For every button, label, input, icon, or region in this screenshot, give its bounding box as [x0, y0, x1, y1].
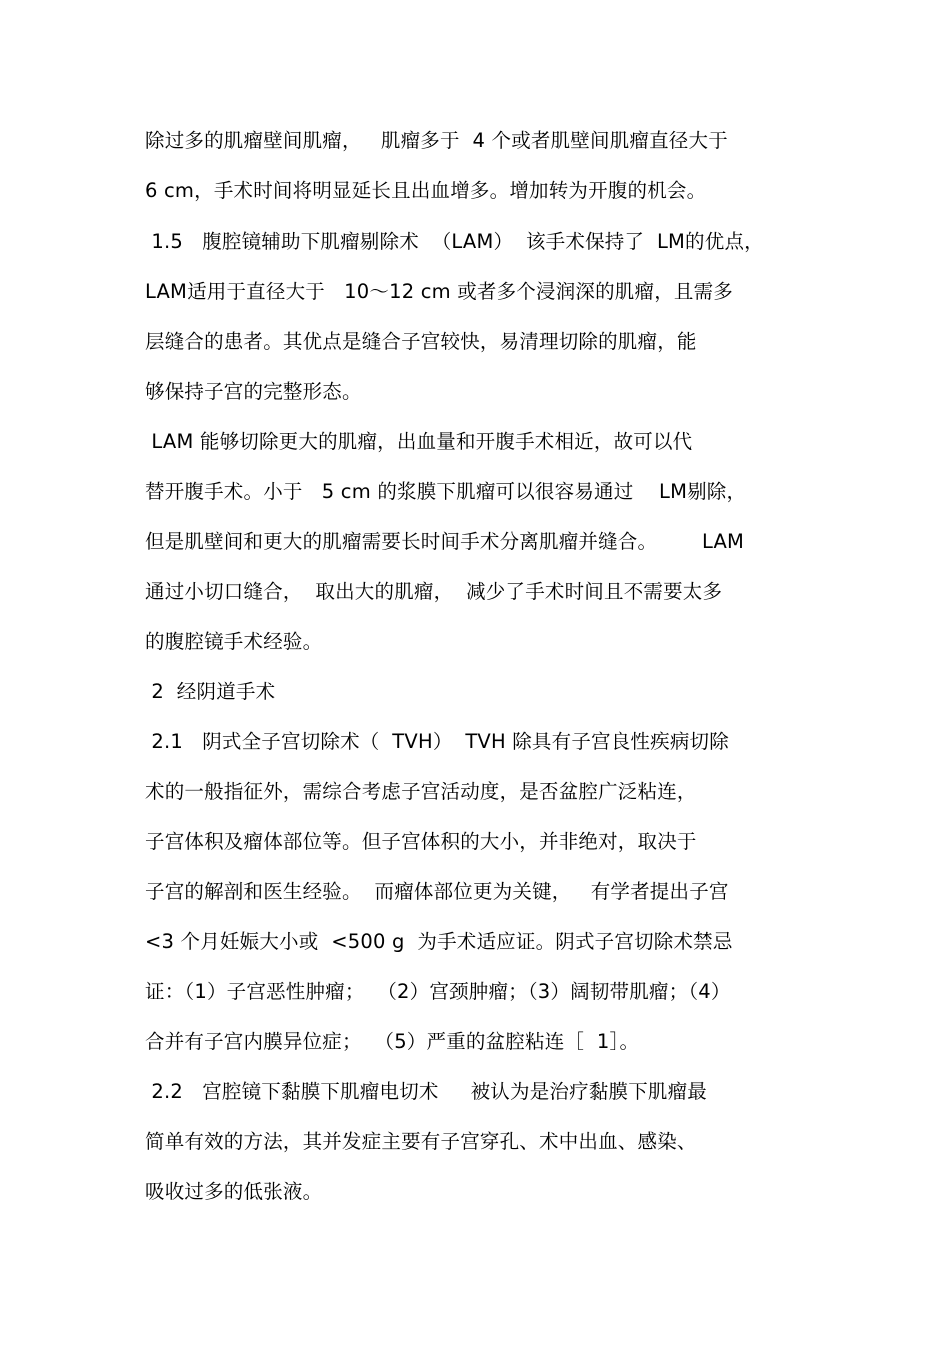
section-heading-2-1: 2.1 阴式全子宫切除术（ TVH） TVH 除具有子宫良性疾病切除 [145, 730, 729, 753]
text-line: 够保持子宫的完整形态。 [145, 380, 362, 403]
section-heading-2: 2 经阴道手术 [145, 680, 276, 703]
text-line: 吸收过多的低张液。 [145, 1180, 323, 1203]
text-line: 简单有效的方法，其并发症主要有子宫穿孔、术中出血、感染、 [145, 1130, 697, 1153]
text-line: 证：（1）子宫恶性肿瘤； （2）宫颈肿瘤；（3）阔韧带肌瘤；（4） [145, 980, 731, 1003]
text-line: LAM适用于直径大于 10～12 cm 或者多个浸润深的肌瘤，且需多 [145, 280, 734, 303]
text-line: 通过小切口缝合， 取出大的肌瘤， 减少了手术时间且不需要太多 [145, 580, 723, 603]
text-line: 除过多的肌瘤壁间肌瘤， 肌瘤多于 4 个或者肌壁间肌瘤直径大于 [145, 129, 728, 152]
text-line: 的腹腔镜手术经验。 [145, 630, 323, 653]
text-line: 6 cm，手术时间将明显延长且出血增多。增加转为开腹的机会。 [145, 179, 707, 202]
text-line: <3 个月妊娠大小或 <500 g 为手术适应证。阴式子宫切除术禁忌 [145, 930, 733, 953]
text-line: 替开腹手术。小于 5 cm 的浆膜下肌瘤可以很容易通过 LM剔除， [145, 480, 747, 503]
text-line: 术的一般指征外，需综合考虑子宫活动度，是否盆腔广泛粘连， [145, 780, 697, 803]
text-line: 子宫体积及瘤体部位等。但子宫体积的大小，并非绝对，取决于 [145, 830, 697, 853]
text-line: 但是肌壁间和更大的肌瘤需要长时间手术分离肌瘤并缝合。 LAM [145, 530, 745, 553]
section-heading-2-2: 2.2 宫腔镜下黏膜下肌瘤电切术 被认为是治疗黏膜下肌瘤最 [145, 1080, 707, 1103]
section-heading-1-5: 1.5 腹腔镜辅助下肌瘤剔除术 （LAM） 该手术保持了 LM的优点， [145, 230, 764, 253]
text-line: 层缝合的患者。其优点是缝合子宫较快，易清理切除的肌瘤，能 [145, 330, 697, 353]
text-line: 子宫的解剖和医生经验。 而瘤体部位更为关键， 有学者提出子宫 [145, 880, 729, 903]
text-line: 合并有子宫内膜异位症； （5）严重的盆腔粘连［ 1］。 [145, 1030, 640, 1053]
text-line: LAM 能够切除更大的肌瘤，出血量和开腹手术相近，故可以代 [145, 430, 693, 453]
